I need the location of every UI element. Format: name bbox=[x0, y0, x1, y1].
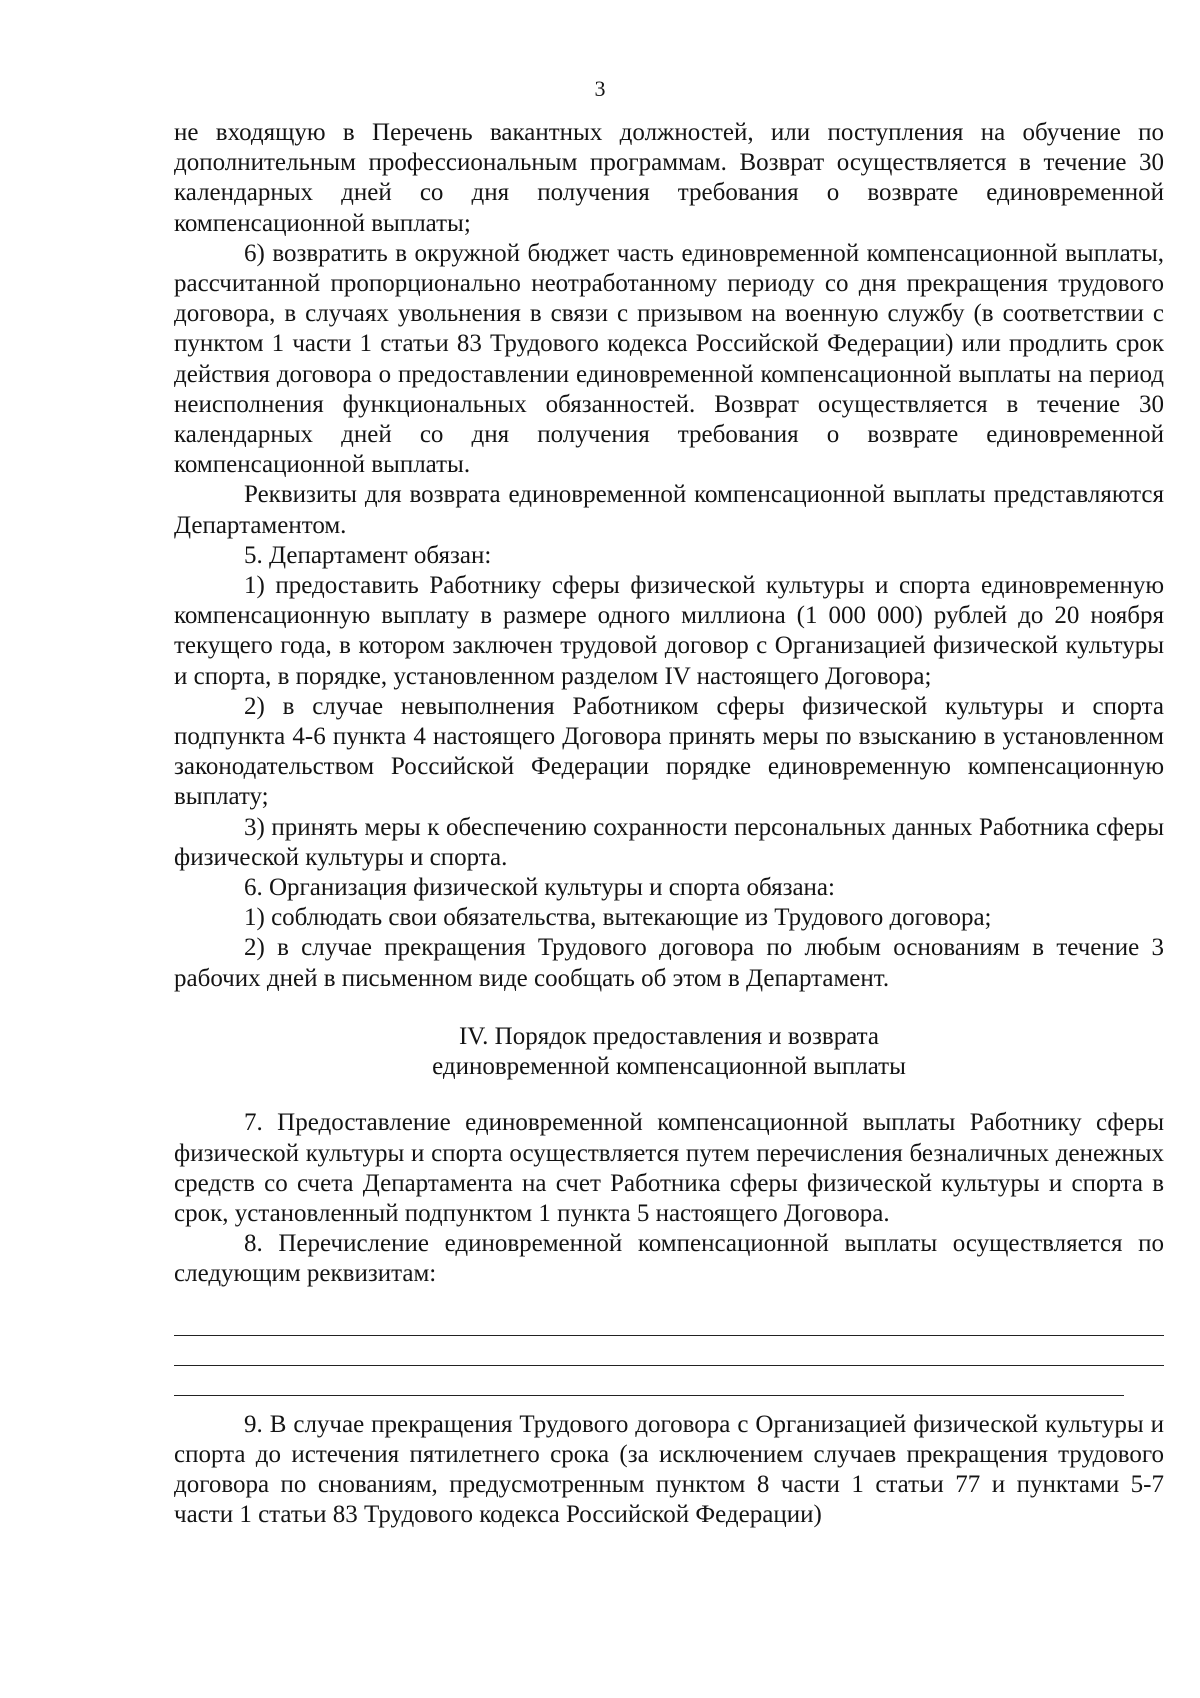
requisites-blank-lines bbox=[174, 1306, 1164, 1396]
section-heading-line-2: единовременной компенсационной выплаты bbox=[432, 1053, 906, 1081]
paragraph-clause-5-heading: 5. Департамент обязан: bbox=[244, 541, 492, 569]
blank-line bbox=[174, 1366, 1124, 1396]
document-body bbox=[174, 118, 1164, 1530]
section-heading-line-1: IV. Порядок предоставления и возврата bbox=[458, 1022, 879, 1050]
paragraph-clause-6-item-1: 1) соблюдать свои обязательства, вытекающие из Трудового договора; bbox=[244, 904, 992, 932]
page-number: 3 bbox=[594, 76, 606, 101]
paragraph-return-requisites: Реквизиты для возврата единовременной компенсационной выплаты представляются Департаментом. bbox=[174, 481, 1164, 539]
paragraph-clause-8: 8. Перечисление единовременной компенсационной выплаты осуществляется по следующим реквизитам: bbox=[174, 1230, 1164, 1288]
paragraph-clause-7: 7. Предоставление единовременной компенсационной выплаты Работнику сферы физической культуры и спорта осуществляется путем перечисления безналичных денежных средств со счета Департамента на счет Работника сферы физической культуры и спорта в срок, установленный подпунктом 1 пункта 5 настоящего Договора. bbox=[174, 1109, 1164, 1227]
paragraph-clause-6-item-2: 2) в случае прекращения Трудового договора по любым основаниям в течение 3 рабочих дней в письменном виде сообщать об этом в Департамент. bbox=[174, 934, 1164, 992]
paragraph-clause-6-heading: 6. Организация физической культуры и спорта обязана: bbox=[244, 874, 835, 902]
blank-line bbox=[174, 1306, 1164, 1336]
paragraph-continuation: не входящую в Перечень вакантных должностей, или поступления на обучение по дополнительным профессиональным программам. Возврат осуществляется в течение 30 календарных дней со дня получения требования о возврате единовременной компенсационной выплаты; bbox=[174, 119, 1164, 237]
paragraph-clause-5-item-1: 1) предоставить Работнику сферы физической культуры и спорта единовременную компенсационную выплату в размере одного миллиона (1 000 000) рублей до 20 ноября текущего года, в котором заключен трудовой договор с Организацией физической культуры и спорта, в порядке, установленном разделом IV настоящего Договора; bbox=[174, 572, 1164, 690]
paragraph-clause-5-item-2: 2) в случае невыполнения Работником сферы физической культуры и спорта подпункта 4-6 пункта 4 настоящего Договора принять меры по взысканию в установленном законодательством Российской Федерации порядке единовременную компенсационную выплату; bbox=[174, 692, 1164, 811]
blank-line bbox=[174, 1336, 1164, 1366]
paragraph-item-6-return: 6) возвратить в окружной бюджет часть единовременной компенсационной выплаты, рассчитанной пропорционально неотработанному периоду со дня прекращения трудового договора, в случаях увольнения в связи с призывом на военную службу (в соответствии с пунктом 1 части 1 статьи 83 Трудового кодекса Российской Федерации) или продлить срок действия договора о предоставлении единовременной компенсационной выплаты на период неисполнения функциональных обязанностей. Возврат осуществляется в течение 30 календарных дней со дня получения требования о возврате единовременной компенсационной выплаты. bbox=[174, 239, 1164, 479]
section-heading bbox=[174, 1022, 1164, 1082]
paragraph-clause-9: 9. В случае прекращения Трудового договора с Организацией физической культуры и спорта до истечения пятилетнего срока (за исключением случаев прекращения трудового договора по снованиям, предусмотренным пунктом 8 части 1 статьи 77 и пунктами 5-7 части 1 статьи 83 Трудового кодекса Российской Федерации) bbox=[174, 1410, 1164, 1529]
paragraph-clause-5-item-3: 3) принять меры к обеспечению сохранности персональных данных Работника сферы физической культуры и спорта. bbox=[174, 813, 1164, 871]
